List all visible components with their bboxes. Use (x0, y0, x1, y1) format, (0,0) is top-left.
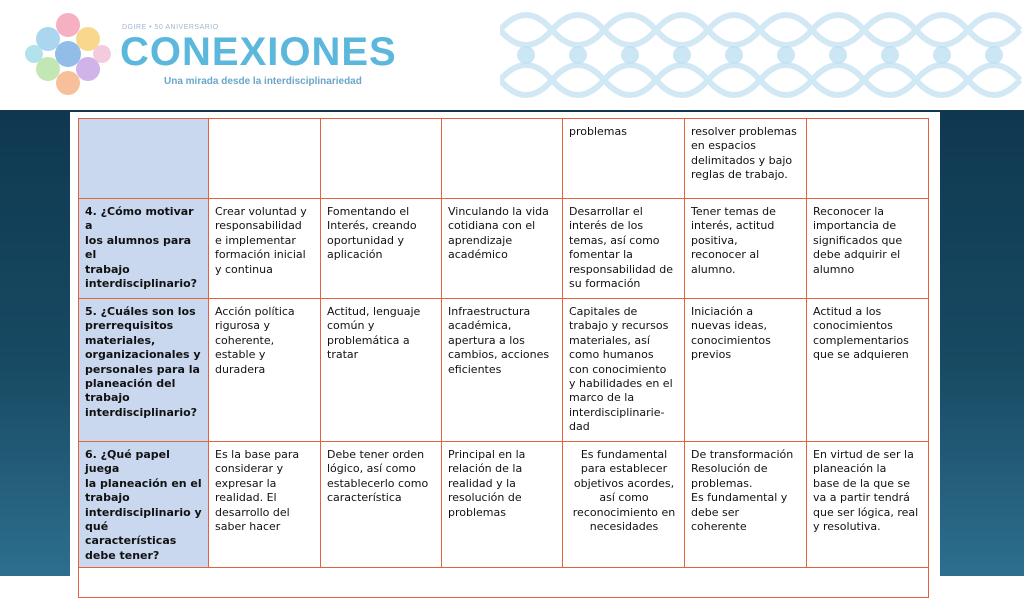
answer-cell: Crear voluntad y responsabilidad e implementar formación inicial y continua (209, 199, 321, 299)
table-row (79, 199, 929, 299)
question-cell (79, 119, 209, 199)
answer-cell (321, 119, 442, 199)
answer-cell: Acción política rigurosa y coherente, estable y duradera (209, 299, 321, 442)
table-row (79, 119, 929, 199)
table-row (79, 442, 929, 568)
answer-cell: Capitales de trabajo y recursos materiales, así como humanos con conocimiento y habilidades en el marco de la interdisciplinarie- dad (563, 299, 685, 442)
answer-cell: Infraestructura académica, apertura a los cambios, acciones eficientes (442, 299, 563, 442)
answer-cell: De transformación Resolución de problemas. Es fundamental y debe ser coherente (685, 442, 807, 568)
answer-cell: Debe tener orden lógico, así como establecerlo como característica (321, 442, 442, 568)
question-cell: 4. ¿Cómo motivar a los alumnos para el trabajo interdisciplinario? (79, 199, 209, 299)
slide-header (0, 0, 1024, 110)
answer-cell (442, 119, 563, 199)
conexiones-logo (20, 5, 116, 103)
answer-cell: Es fundamental para establecer objetivos acordes, así como reconocimiento en necesidades (563, 442, 685, 568)
answer-cell: Es la base para considerar y expresar la realidad. El desarrollo del saber hacer (209, 442, 321, 568)
answer-cell: Actitud, lenguaje común y problemática a tratar (321, 299, 442, 442)
answer-cell: resolver problemas en espacios delimitados y bajo reglas de trabajo. (685, 119, 807, 199)
answer-cell: Actitud a los conocimientos complementarios que se adquieren (807, 299, 929, 442)
brand-title: CONEXIONES (120, 30, 397, 74)
answer-cell: Tener temas de interés, actitud positiva, reconocer al alumno. (685, 199, 807, 299)
answer-cell: Desarrollar el interés de los temas, así como fomentar la responsabilidad de su formación (563, 199, 685, 299)
answer-cell (209, 119, 321, 199)
anniversary-tagline: DGIRE • 50 ANIVERSARIO (122, 24, 219, 31)
table-row (79, 299, 929, 442)
answer-cell: Vinculando la vida cotidiana con el aprendizaje académico (442, 199, 563, 299)
empty-footer-row (79, 568, 929, 598)
answer-cell: Principal en la relación de la realidad y la resolución de problemas (442, 442, 563, 568)
rubric-table (78, 118, 929, 598)
answer-cell: Iniciación a nuevas ideas, conocimientos previos (685, 299, 807, 442)
table-row (79, 568, 929, 598)
question-cell: 5. ¿Cuáles son los prerrequisitos materiales, organizacionales y personales para la planeación del trabajo interdisciplinario? (79, 299, 209, 442)
answer-cell (807, 119, 929, 199)
answer-cell: En virtud de ser la planeación la base de la que se va a partir tendrá que ser lógica, real y resolutiva. (807, 442, 929, 568)
answer-cell: problemas (563, 119, 685, 199)
answer-cell: Fomentando el Interés, creando oportunidad y aplicación (321, 199, 442, 299)
question-cell: 6. ¿Qué papel juega la planeación en el trabajo interdisciplinario y qué características debe tener? (79, 442, 209, 568)
answer-cell: Reconocer la importancia de significados que debe adquirir el alumno (807, 199, 929, 299)
brand-subtitle: Una mirada desde la interdisciplinariedad (164, 76, 362, 87)
decorative-pattern (500, 0, 1024, 110)
